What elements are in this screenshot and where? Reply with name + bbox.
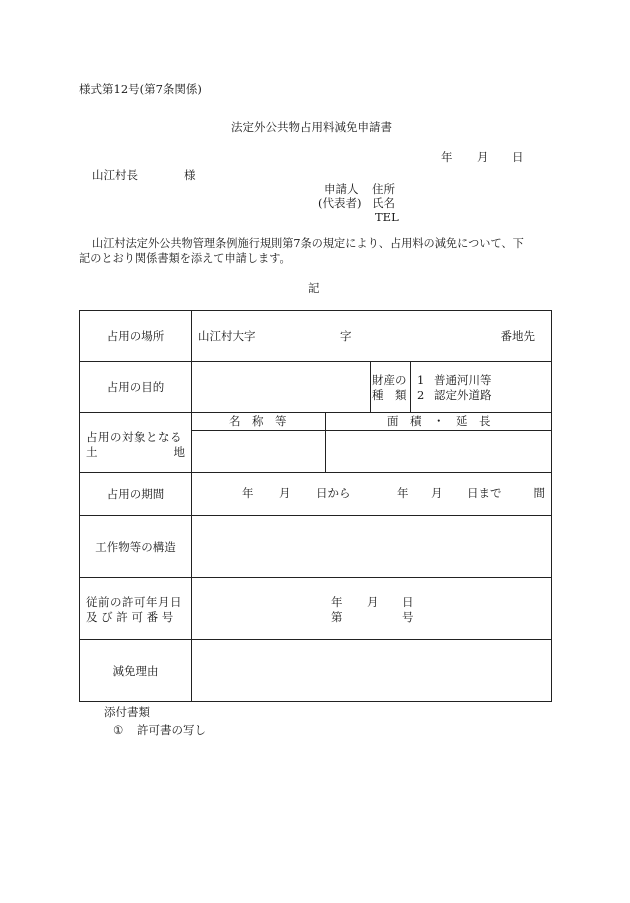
period-field[interactable]: [192, 473, 552, 516]
applicant-address-label: 住所: [372, 182, 395, 196]
target-label: [80, 413, 192, 473]
row-reason: [80, 640, 552, 702]
application-form-table: [79, 310, 552, 702]
row-target-land: [80, 413, 552, 473]
location-field[interactable]: [192, 311, 552, 362]
addressee-honorific: 様: [184, 168, 196, 182]
option-1-text: 普通河川等: [434, 373, 492, 387]
date-year-label: 年: [441, 150, 453, 164]
prior-permit-label-line1: 従前の許可年月日: [86, 595, 182, 609]
row-period: [80, 473, 552, 516]
target-field[interactable]: [192, 413, 552, 473]
period-end-month: 月: [431, 486, 443, 500]
prior-permit-field[interactable]: [192, 578, 552, 640]
period-end-year: 年: [397, 486, 409, 500]
option-2-text: 認定外道路: [434, 388, 492, 402]
option-2-number: 2: [417, 388, 425, 402]
prior-permit-dai: 第: [331, 610, 343, 624]
location-village: 山江村大字: [198, 329, 256, 343]
addressee-name: 山江村長: [92, 168, 138, 182]
period-start-year: 年: [242, 486, 254, 500]
target-label-line2b: 地: [173, 445, 185, 459]
structure-label: 工作物等の構造: [80, 516, 192, 578]
prior-permit-day: 日: [402, 595, 414, 609]
location-label: 占用の場所: [80, 311, 192, 362]
applicant-tel-label: TEL: [375, 210, 399, 224]
period-start-day: 日から: [316, 486, 351, 500]
reason-field[interactable]: [192, 640, 552, 702]
body-text-line2: 記のとおり関係書類を添えて申請します。: [79, 252, 291, 265]
attachment-item-text: 許可書の写し: [137, 723, 206, 737]
attachments-heading: 添付書類: [104, 705, 150, 719]
prior-permit-label: [80, 578, 192, 640]
form-number: 様式第12号(第7条関係): [79, 82, 202, 96]
date-day-label: 日: [512, 150, 524, 164]
purpose-field[interactable]: [192, 362, 552, 413]
target-label-line1: 占用の対象となる: [86, 430, 182, 444]
period-label: 占用の期間: [80, 473, 192, 516]
name-column-header: 名 称 等: [229, 414, 287, 428]
location-aza: 字: [340, 329, 352, 343]
body-text-line1: 山江村法定外公共物管理条例施行規則第7条の規定により、占用料の減免について、下: [92, 237, 524, 250]
document-title: 法定外公共物占用料減免申請書: [231, 120, 392, 134]
period-start-month: 月: [279, 486, 291, 500]
period-duration: 間: [533, 486, 545, 500]
applicant-name-label: 氏名: [372, 196, 395, 210]
prior-permit-month: 月: [367, 595, 379, 609]
ki-heading: 記: [308, 281, 320, 295]
prior-permit-year: 年: [331, 595, 343, 609]
period-end-day: 日まで: [467, 486, 502, 500]
row-location: [80, 311, 552, 362]
row-prior-permit: [80, 578, 552, 640]
applicant-label: 申請人: [324, 182, 359, 196]
location-banchi: 番地先: [500, 329, 535, 343]
reason-label: 減免理由: [80, 640, 192, 702]
row-structure: [80, 516, 552, 578]
structure-field[interactable]: [192, 516, 552, 578]
attachment-item-number: ①: [113, 723, 124, 737]
row-purpose: [80, 362, 552, 413]
target-label-line2a: 土: [86, 445, 98, 459]
date-month-label: 月: [477, 150, 489, 164]
prior-permit-label-line2: 及 び 許 可 番 号: [86, 610, 174, 624]
property-type-label-2: 種 類: [372, 388, 407, 402]
option-1-number: 1: [417, 373, 425, 387]
property-type-label-1: 財産の: [372, 373, 407, 387]
representative-label: (代表者): [318, 196, 362, 210]
prior-permit-go: 号: [402, 610, 414, 624]
area-column-header: 面 積 ・ 延 長: [387, 414, 491, 428]
purpose-label: 占用の目的: [80, 362, 192, 413]
